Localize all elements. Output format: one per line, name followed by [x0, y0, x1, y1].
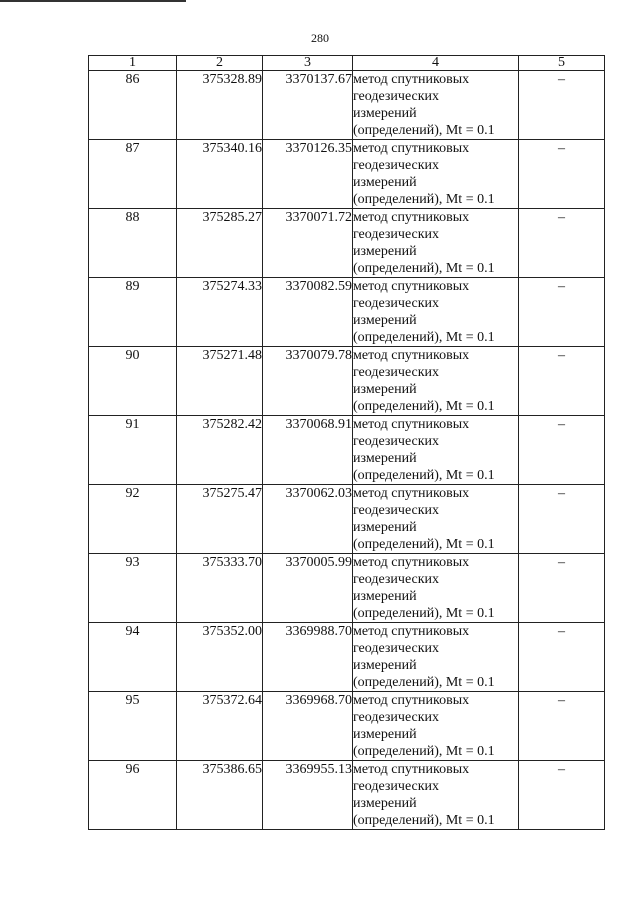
- method-line: (определений), Mt = 0.1: [353, 468, 495, 483]
- method-line: (определений), Mt = 0.1: [353, 606, 495, 621]
- point-number-cell: 91: [89, 416, 177, 485]
- method-line: (определений), Mt = 0.1: [353, 744, 495, 759]
- table-row: [89, 140, 605, 209]
- method-cell: [353, 485, 519, 554]
- method-cell: [353, 692, 519, 761]
- method-line: геодезических: [353, 779, 440, 794]
- method-cell: [353, 71, 519, 140]
- method-cell: [353, 623, 519, 692]
- y-coordinate-cell: 3370126.35: [263, 140, 353, 209]
- method-line: (определений), Mt = 0.1: [353, 813, 495, 828]
- method-line: геодезических: [353, 641, 440, 656]
- note-cell: –: [519, 692, 605, 761]
- method-cell: [353, 347, 519, 416]
- table-row: [89, 692, 605, 761]
- method-line: метод спутниковых: [353, 417, 470, 432]
- x-coordinate-cell: 375333.70: [177, 554, 263, 623]
- method-line: метод спутниковых: [353, 72, 470, 87]
- method-line: измерений: [353, 106, 417, 121]
- point-number-cell: 90: [89, 347, 177, 416]
- note-cell: –: [519, 761, 605, 830]
- point-number-cell: 95: [89, 692, 177, 761]
- method-cell: [353, 416, 519, 485]
- note-cell: –: [519, 209, 605, 278]
- point-number-cell: 94: [89, 623, 177, 692]
- x-coordinate-cell: 375274.33: [177, 278, 263, 347]
- method-line: измерений: [353, 658, 417, 673]
- method-line: (определений), Mt = 0.1: [353, 192, 495, 207]
- table-row: [89, 761, 605, 830]
- x-coordinate-cell: 375352.00: [177, 623, 263, 692]
- x-coordinate-cell: 375271.48: [177, 347, 263, 416]
- method-cell: [353, 278, 519, 347]
- column-header-4: 4: [353, 56, 519, 71]
- y-coordinate-cell: 3370082.59: [263, 278, 353, 347]
- point-number-cell: 86: [89, 71, 177, 140]
- table-row: [89, 209, 605, 278]
- y-coordinate-cell: 3370079.78: [263, 347, 353, 416]
- method-line: измерений: [353, 589, 417, 604]
- method-line: метод спутниковых: [353, 762, 470, 777]
- x-coordinate-cell: 375282.42: [177, 416, 263, 485]
- table-row: [89, 554, 605, 623]
- y-coordinate-cell: 3370068.91: [263, 416, 353, 485]
- method-line: (определений), Mt = 0.1: [353, 675, 495, 690]
- method-line: метод спутниковых: [353, 693, 470, 708]
- method-line: метод спутниковых: [353, 555, 470, 570]
- coordinates-table: [88, 55, 605, 830]
- method-line: геодезических: [353, 227, 440, 242]
- method-line: метод спутниковых: [353, 348, 470, 363]
- method-cell: [353, 554, 519, 623]
- method-cell: [353, 209, 519, 278]
- method-line: (определений), Mt = 0.1: [353, 537, 495, 552]
- point-number-cell: 87: [89, 140, 177, 209]
- method-line: геодезических: [353, 365, 440, 380]
- method-line: геодезических: [353, 296, 440, 311]
- point-number-cell: 89: [89, 278, 177, 347]
- method-line: геодезических: [353, 710, 440, 725]
- header-row: [89, 56, 605, 71]
- method-cell: [353, 140, 519, 209]
- method-line: измерений: [353, 382, 417, 397]
- y-coordinate-cell: 3370137.67: [263, 71, 353, 140]
- y-coordinate-cell: 3370005.99: [263, 554, 353, 623]
- method-cell: [353, 761, 519, 830]
- method-line: (определений), Mt = 0.1: [353, 399, 495, 414]
- column-header-1: 1: [89, 56, 177, 71]
- method-line: (определений), Mt = 0.1: [353, 261, 495, 276]
- note-cell: –: [519, 485, 605, 554]
- point-number-cell: 88: [89, 209, 177, 278]
- page-number: 280: [311, 31, 329, 45]
- y-coordinate-cell: 3369988.70: [263, 623, 353, 692]
- method-line: метод спутниковых: [353, 624, 470, 639]
- x-coordinate-cell: 375285.27: [177, 209, 263, 278]
- point-number-cell: 93: [89, 554, 177, 623]
- table-row: [89, 416, 605, 485]
- method-line: (определений), Mt = 0.1: [353, 330, 495, 345]
- method-line: метод спутниковых: [353, 141, 470, 156]
- x-coordinate-cell: 375386.65: [177, 761, 263, 830]
- note-cell: –: [519, 347, 605, 416]
- method-line: геодезических: [353, 572, 440, 587]
- note-cell: –: [519, 623, 605, 692]
- method-line: геодезических: [353, 89, 440, 104]
- y-coordinate-cell: 3369968.70: [263, 692, 353, 761]
- y-coordinate-cell: 3369955.13: [263, 761, 353, 830]
- method-line: метод спутниковых: [353, 210, 470, 225]
- method-line: геодезических: [353, 158, 440, 173]
- column-header-5: 5: [519, 56, 605, 71]
- method-line: метод спутниковых: [353, 279, 470, 294]
- y-coordinate-cell: 3370062.03: [263, 485, 353, 554]
- method-line: геодезических: [353, 503, 440, 518]
- method-line: измерений: [353, 520, 417, 535]
- note-cell: –: [519, 278, 605, 347]
- note-cell: –: [519, 140, 605, 209]
- point-number-cell: 96: [89, 761, 177, 830]
- method-line: измерений: [353, 451, 417, 466]
- x-coordinate-cell: 375372.64: [177, 692, 263, 761]
- table-row: [89, 347, 605, 416]
- top-rule: [0, 0, 186, 2]
- table-row: [89, 278, 605, 347]
- method-line: измерений: [353, 796, 417, 811]
- method-line: геодезических: [353, 434, 440, 449]
- column-header-2: 2: [177, 56, 263, 71]
- point-number-cell: 92: [89, 485, 177, 554]
- method-line: измерений: [353, 727, 417, 742]
- note-cell: –: [519, 416, 605, 485]
- x-coordinate-cell: 375275.47: [177, 485, 263, 554]
- y-coordinate-cell: 3370071.72: [263, 209, 353, 278]
- method-line: измерений: [353, 175, 417, 190]
- method-line: измерений: [353, 244, 417, 259]
- method-line: измерений: [353, 313, 417, 328]
- method-line: метод спутниковых: [353, 486, 470, 501]
- x-coordinate-cell: 375328.89: [177, 71, 263, 140]
- table-row: [89, 71, 605, 140]
- table-row: [89, 485, 605, 554]
- note-cell: –: [519, 71, 605, 140]
- note-cell: –: [519, 554, 605, 623]
- method-line: (определений), Mt = 0.1: [353, 123, 495, 138]
- table-row: [89, 623, 605, 692]
- x-coordinate-cell: 375340.16: [177, 140, 263, 209]
- column-header-3: 3: [263, 56, 353, 71]
